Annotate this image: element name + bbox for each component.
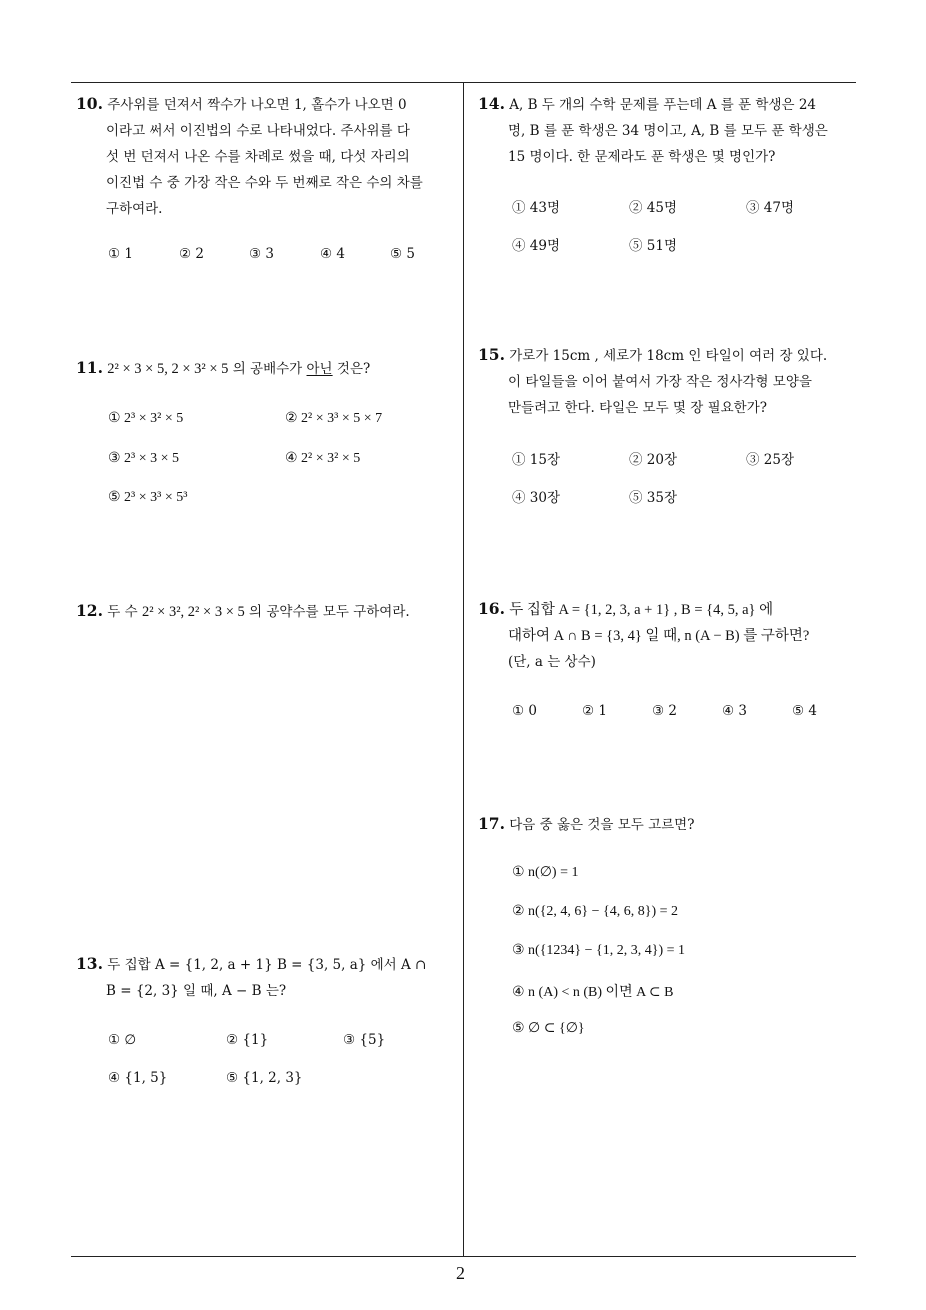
- choice-1[interactable]: ① n(∅) = 1: [512, 865, 579, 880]
- question-number: 17.: [478, 814, 505, 833]
- choice-2[interactable]: ② 2: [179, 246, 204, 262]
- choice-3[interactable]: ③ n({1234} − {1, 2, 3, 4}) = 1: [512, 943, 686, 958]
- choice-1[interactable]: ① ∅: [108, 1032, 137, 1048]
- choice-4[interactable]: ④ 4: [320, 246, 345, 262]
- question-math: 2² × 3 × 5, 2 × 3² × 5: [107, 361, 229, 377]
- question-15: [478, 342, 858, 421]
- question-text-line: 주사위를 던져서 짝수가 나오면 1, 홀수가 나오면 0: [107, 97, 407, 113]
- question-math: 2² × 3², 2² × 3 × 5: [141, 604, 245, 620]
- choice-5[interactable]: ⑤ ∅ ⊂ {∅}: [512, 1021, 585, 1036]
- question-text-line: 두 집합 A = {1, 2, a + 1} B = {3, 5, a} 에서 A ∩: [107, 957, 427, 973]
- question-text: 의 공배수가: [228, 361, 307, 377]
- column-divider: [463, 82, 464, 1257]
- question-16: [478, 596, 858, 675]
- question-number: 15.: [478, 345, 505, 364]
- choice-3[interactable]: ③ 3: [249, 246, 274, 262]
- question-14: [478, 91, 858, 170]
- question-17: [478, 811, 858, 838]
- choice-1[interactable]: ① 2³ × 3² × 5: [108, 411, 184, 426]
- question-number: 12.: [76, 601, 103, 620]
- choice-4[interactable]: ④ {1, 5}: [108, 1070, 168, 1086]
- question-text-line: 대하여 A ∩ B = {3, 4} 일 때, n (A − B) 를 구하면?: [508, 628, 810, 644]
- choice-4[interactable]: ④ 2² × 3² × 5: [285, 451, 361, 466]
- choice-3[interactable]: ③ 25장: [746, 452, 795, 468]
- question-text-line: 구하여라.: [106, 201, 163, 217]
- question-text-line: (단, a 는 상수): [508, 654, 596, 670]
- choice-4[interactable]: ④ 3: [722, 703, 747, 719]
- question-number: 10.: [76, 94, 103, 113]
- question-11: [76, 355, 460, 382]
- question-text-line: 이진법 수 중 가장 작은 수와 두 번째로 작은 수의 차를: [106, 175, 423, 191]
- question-number: 11.: [76, 358, 103, 377]
- choice-2[interactable]: ② 20장: [629, 452, 678, 468]
- choice-3[interactable]: ③ {5}: [343, 1032, 386, 1048]
- choice-3[interactable]: ③ 47명: [746, 200, 795, 216]
- question-text: 두 수: [107, 604, 142, 620]
- question-text: 것은?: [332, 361, 371, 377]
- question-13: [76, 951, 460, 1004]
- choice-4[interactable]: ④ 49명: [512, 238, 561, 254]
- choice-1[interactable]: ① 1: [108, 246, 133, 262]
- question-text-line: 이 타일들을 이어 붙여서 가장 작은 정사각형 모양을: [508, 374, 812, 390]
- choice-5[interactable]: ⑤ 35장: [629, 490, 678, 506]
- choice-4[interactable]: ④ n (A) < n (B) 이면 A ⊂ B: [512, 985, 674, 1000]
- question-text-line: 15 명이다. 한 문제라도 푼 학생은 몇 명인가?: [508, 149, 776, 165]
- question-text-line: 두 집합 A = {1, 2, 3, a + 1} , B = {4, 5, a} 에: [509, 602, 774, 618]
- question-text-line: 명, B 를 푼 학생은 34 명이고, A, B 를 모두 푼 학생은: [508, 123, 828, 139]
- choice-2[interactable]: ② 1: [582, 703, 607, 719]
- question-text-line: A, B 두 개의 수학 문제를 푸는데 A 를 푼 학생은 24: [509, 97, 817, 113]
- choice-3[interactable]: ③ 2: [652, 703, 677, 719]
- question-12: [76, 598, 460, 625]
- choice-5[interactable]: ⑤ {1, 2, 3}: [226, 1070, 303, 1086]
- page-number: 2: [456, 1263, 465, 1283]
- choice-5[interactable]: ⑤ 5: [390, 246, 415, 262]
- choice-4[interactable]: ④ 30장: [512, 490, 561, 506]
- choice-2[interactable]: ② n({2, 4, 6} − {4, 6, 8}) = 2: [512, 904, 679, 919]
- question-text: 의 공약수를 모두 구하여라.: [244, 604, 410, 620]
- choice-2[interactable]: ② 45명: [629, 200, 678, 216]
- choice-1[interactable]: ① 15장: [512, 452, 561, 468]
- choice-3[interactable]: ③ 2³ × 3 × 5: [108, 451, 180, 466]
- question-text-line: 이라고 써서 이진법의 수로 나타내었다. 주사위를 다: [106, 123, 410, 139]
- question-text-line: 섯 번 던져서 나온 수를 차례로 썼을 때, 다섯 자리의: [106, 149, 410, 165]
- question-number: 13.: [76, 954, 103, 973]
- choice-5[interactable]: ⑤ 4: [792, 703, 817, 719]
- underlined-word: 아닌: [306, 361, 333, 377]
- question-number: 16.: [478, 599, 505, 618]
- question-text-line: 만들려고 한다. 타일은 모두 몇 장 필요한가?: [508, 400, 767, 416]
- question-number: 14.: [478, 94, 505, 113]
- question-10: [76, 91, 460, 222]
- choice-1[interactable]: ① 43명: [512, 200, 561, 216]
- choice-5[interactable]: ⑤ 51명: [629, 238, 678, 254]
- question-text-line: 가로가 15cm , 세로가 18cm 인 타일이 여러 장 있다.: [509, 348, 828, 364]
- question-text-line: B = {2, 3} 일 때, A − B 는?: [106, 983, 287, 999]
- choice-2[interactable]: ② 2² × 3³ × 5 × 7: [285, 411, 383, 426]
- choice-1[interactable]: ① 0: [512, 703, 537, 719]
- question-text: 다음 중 옳은 것을 모두 고르면?: [509, 817, 695, 833]
- choice-2[interactable]: ② {1}: [226, 1032, 269, 1048]
- bottom-rule: [71, 1256, 856, 1257]
- choice-5[interactable]: ⑤ 2³ × 3³ × 5³: [108, 490, 188, 505]
